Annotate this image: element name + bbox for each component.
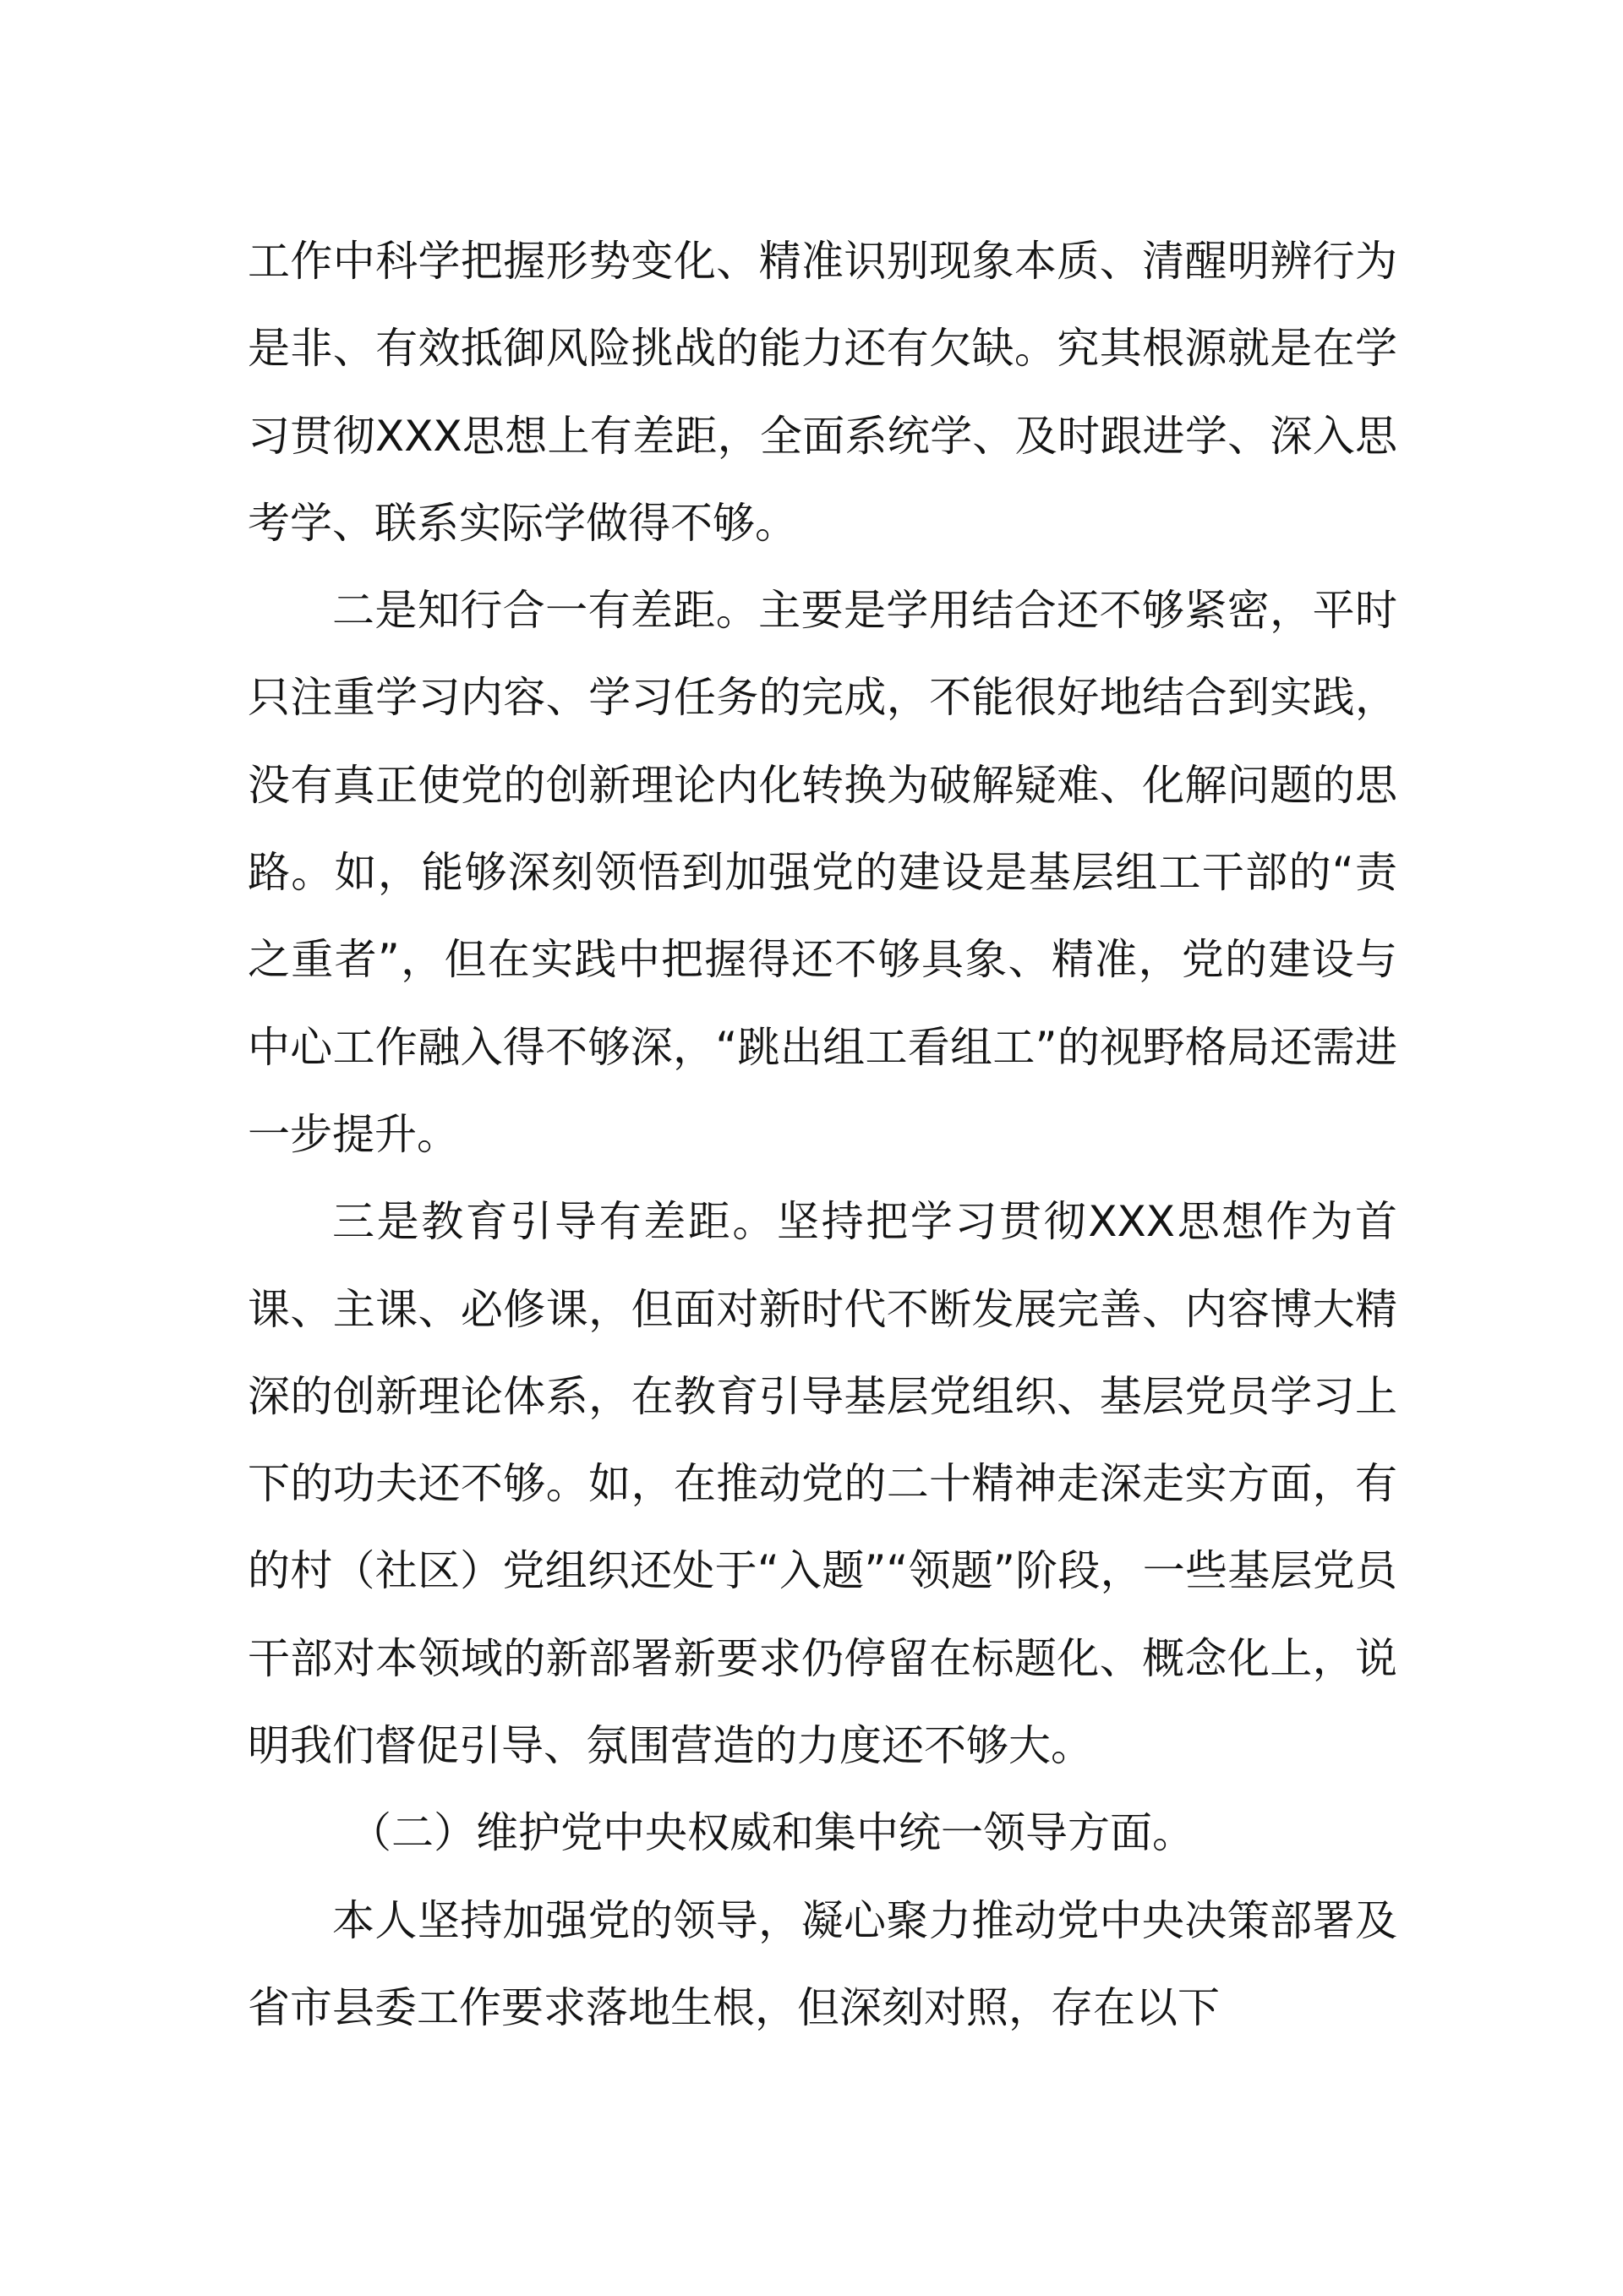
section-heading: （二）维护党中央权威和集中统一领导方面。 <box>349 1808 1194 1858</box>
paragraph-section-intro: 本人坚持加强党的领导，凝心聚力推动党中央决策部署及省市县委工作要求落地生根，但深刻对照，存在以下 <box>248 1895 1397 2032</box>
document-body <box>248 218 1397 2052</box>
paragraph-point-three: 三是教育引导有差距。坚持把学习贯彻XXX思想作为首课、主课、必修课，但面对新时代不断发展完善、内容博大精深的创新理论体系，在教育引导基层党组织、基层党员学习上下的功夫还不够。如，在推动党的二十精神走深走实方面，有的村（社区）党组织还处于“入题”“领题”阶段，一些基层党员干部对本领域的新部署新要求仍停留在标题化、概念化上，说明我们督促引导、氛围营造的力度还不够大。 <box>248 1197 1397 1771</box>
paragraph-continuation: 工作中科学把握形势变化、精准识别现象本质、清醒明辨行为是非、有效抵御风险挑战的能力还有欠缺。究其根源就是在学习贯彻XXX思想上有差距，全面系统学、及时跟进学、深入思考学、联系实际学做得不够。 <box>248 237 1397 548</box>
paragraph-point-two: 二是知行合一有差距。主要是学用结合还不够紧密，平时只注重学习内容、学习任务的完成，不能很好地结合到实践，没有真正使党的创新理论内化转换为破解疑难、化解问题的思路。如，能够深刻领悟到加强党的建设是基层组工干部的“责之重者”，但在实践中把握得还不够具象、精准，党的建设与中心工作融入得不够深，“跳出组工看组工”的视野格局还需进一步提升。 <box>248 586 1397 1159</box>
